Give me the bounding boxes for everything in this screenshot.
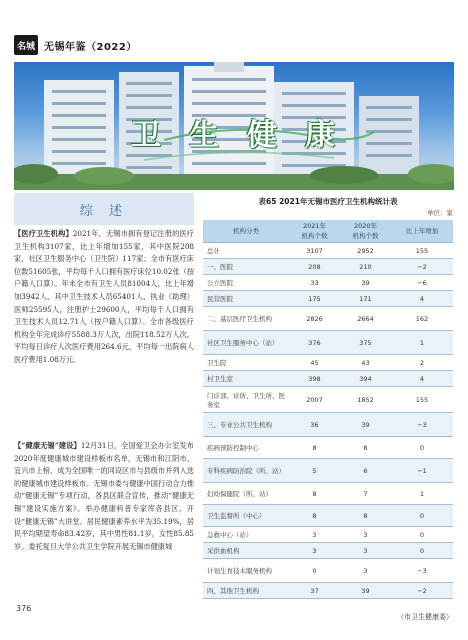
row-value: 6 [340,459,391,483]
row-value: 4 [391,291,453,307]
row-value: 0 [391,505,453,527]
yearbook-logo-icon: 名城 [14,35,38,55]
table-row [203,259,453,275]
row-value: 2 [391,355,453,371]
page-number: 376 [16,604,32,613]
row-value: 37 [289,583,340,599]
table-row [203,413,453,437]
row-value: −3 [391,559,453,583]
table-row [203,275,453,291]
row-value: 36 [289,413,340,437]
row-value: 8 [289,505,340,527]
table-row [203,483,453,505]
table-row [203,559,453,583]
table-row [203,355,453,371]
row-value: 171 [340,291,391,307]
row-label: 专科疾病防治院（所、站） [203,459,289,483]
row-value: 2664 [340,307,391,331]
row-value: 43 [340,355,391,371]
paragraph-medical-institutions [14,228,194,367]
row-value: 3107 [289,243,340,259]
row-value: 3 [340,527,391,543]
row-value: 376 [289,331,340,355]
table-row [203,371,453,387]
column-header: 比上年增加 [391,220,453,243]
table-row [203,387,453,413]
row-value: −3 [391,413,453,437]
row-value: −6 [391,275,453,291]
row-label: 疾病预防控制中心 [203,437,289,459]
overview-heading: 综 述 [79,203,129,219]
row-value: −2 [391,583,453,599]
row-label: 公立医院 [203,275,289,291]
paragraph-body: 2021年，无锡市拥有登记注册的医疗卫生机构3107家，比上年增加155家，其中医院208家，社区卫生服务中心（卫生院）117家；全市有医疗床位数51605张，平均每千人口拥有医疗床位10.02张（按户籍人口算）。年末全市有卫生人员81004人，比上年增加3942人，其中卫生技术人员65401人，执业（助理）医师25595人，注册护士29600人，平均每千人口拥有卫生技术人员12.71人（按户籍人口算）。全市各级医疗机构全年完成诊疗5588.3万人次，出院118.52万人次，平均每日诊疗人次医疗费用264.6元，平均每一出院病人医疗费用1.08万元。 [14,229,195,364]
row-value: 7 [340,483,391,505]
row-label: 总计 [203,243,289,259]
row-value: 39 [340,275,391,291]
row-value: 8 [289,483,340,505]
title-char: 康 [305,118,337,153]
row-value: 0 [391,543,453,559]
overview-heading-box [14,193,194,225]
column-header: 机构分类 [203,220,289,243]
table-row [203,331,453,355]
row-value: 1 [391,331,453,355]
row-value: 0 [391,437,453,459]
table-row [203,307,453,331]
row-value: 0 [289,559,340,583]
row-value: 3 [289,527,340,543]
row-value: 3 [340,559,391,583]
table-row [203,527,453,543]
row-value: 45 [289,355,340,371]
paragraph-heading: 【医疗卫生机构】 [14,229,73,238]
institution-stats-table [203,220,453,599]
row-label: 卫生监督所（中心） [203,505,289,527]
row-value: 1852 [340,387,391,413]
table-row [203,505,453,527]
row-value: −1 [391,459,453,483]
row-value: 155 [391,243,453,259]
row-label: 村卫生室 [203,371,289,387]
row-value: 210 [340,259,391,275]
row-label: 计划生育技术服务机构 [203,559,289,583]
row-value: 175 [289,291,340,307]
title-char: 健 [247,118,279,153]
row-value: 33 [289,275,340,291]
row-value: 2007 [289,387,340,413]
row-label: 一、医院 [203,259,289,275]
row-value: 2952 [340,243,391,259]
row-value: 162 [391,307,453,331]
paragraph-healthy-wuxi [14,440,194,553]
table-row [203,437,453,459]
yearbook-title: 无锡年鉴（2022） [44,41,137,53]
table-header-row [203,220,453,243]
row-value: 3 [340,543,391,559]
table-caption: 表65 2021年无锡市医疗卫生机构统计表 [258,197,398,206]
table-unit: 单位：家 [427,209,453,217]
row-value: 39 [340,413,391,437]
column-header: 2021年 机构个数 [289,220,340,243]
row-value: 2826 [289,307,340,331]
table-row [203,583,453,599]
row-label: 卫生院 [203,355,289,371]
table-row [203,459,453,483]
row-value: −2 [391,259,453,275]
row-value: 1 [391,483,453,505]
row-value: 8 [289,437,340,459]
row-label: 二、基层医疗卫生机构 [203,307,289,331]
paragraph-body: 12月31日，全国爱卫会办公室发布2020年度健康城市建设样板市名单，无锡市和江阴市、宜兴市上榜，成为全国唯一的同设区市与县级市并列入选的健康城市建设样板市。无锡市委与健康中国行动合力推动“健康无锡”专项行动，各县区联合宣传，推动“健康无锡”建设实施方案》。举办健康科普专家库各县区，开设“健康无锡”大讲堂。居民健康素养水平为35.19%，居民平均期望寿命83.42岁，其中男性81.1岁，女性85.85岁。委托复旦大学公共卫生学院开展无锡市健康城 [14,441,194,551]
row-value: 8 [340,437,391,459]
table-row [203,243,453,259]
row-label: 民营医院 [203,291,289,307]
page-header [14,34,137,56]
title-char: 生 [189,118,221,153]
row-value: 208 [289,259,340,275]
row-value: 8 [340,505,391,527]
row-label: 社区卫生服务中心（站） [203,331,289,355]
row-value: 394 [340,371,391,387]
row-label: 急救中心（站） [203,527,289,543]
column-header: 2020年 机构个数 [340,220,391,243]
row-value: 3 [289,543,340,559]
row-value: 0 [391,527,453,543]
row-label: 采供血机构 [203,543,289,559]
section-title [14,110,454,154]
table-row [203,543,453,559]
table-source: （市卫生健康委） [397,613,453,621]
row-value: 375 [340,331,391,355]
row-value: 39 [340,583,391,599]
row-label: 妇幼保健院（所、站） [203,483,289,505]
hero-banner [14,62,454,190]
row-label: 三、专业公共卫生机构 [203,413,289,437]
row-label: 门诊部、诊所、卫生所、医务室 [203,387,289,413]
row-value: 4 [391,371,453,387]
row-value: 398 [289,371,340,387]
row-value: 155 [391,387,453,413]
table-row [203,291,453,307]
paragraph-heading: 【“健康无锡”建设】 [14,441,81,450]
row-label: 四、其他卫生机构 [203,583,289,599]
title-char: 卫 [131,118,163,153]
row-value: 5 [289,459,340,483]
